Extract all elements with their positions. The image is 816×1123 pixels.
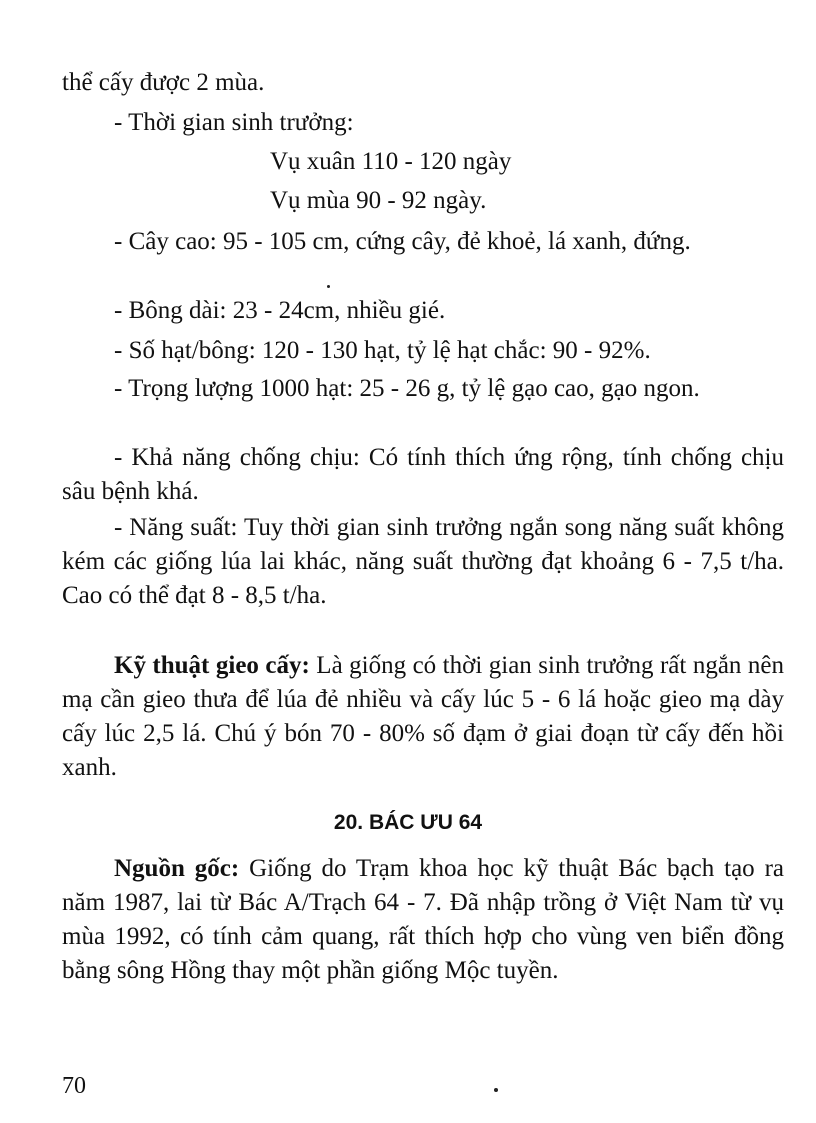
spring-season-duration: Vụ xuân 110 - 120 ngày [270,148,512,175]
planting-technique-label: Kỹ thuật gieo cấy: [114,652,310,679]
planting-technique-paragraph [62,649,784,785]
panicle-length-paragraph: - Bông dài: 23 - 24cm, nhiều gié. [114,297,446,324]
planting-technique-text: Là giống có thời gian sinh trưởng rất ngắn nên mạ cần gieo thưa để lúa đẻ nhiều và cấy lúc 5 - 6 lá hoặc gieo mạ dày cấy lúc 2,5 lá. Chú ý bón 70 - 80% số đạm ở giai đoạn từ cấy đến hồi xanh. [62,652,784,781]
origin-text: Giống do Trạm khoa học kỹ thuật Bác bạch tạo ra năm 1987, lai từ Bác A/Trạch 64 - 7. Đã nhập trồng ở Việt Nam từ vụ mùa 1992, có tính cảm quang, rất thích hợp cho vùng ven biển đồng bằng sông Hồng thay một phần giống Mộc tuyền. [62,855,784,984]
yield-paragraph: - Năng suất: Tuy thời gian sinh trưởng ngắn song năng suất không kém các giống lúa lai khác, năng suất thường đạt khoảng 6 - 7,5 t/ha. Cao có thể đạt 8 - 8,5 t/ha. [62,514,784,609]
plant-height-paragraph: - Cây cao: 95 - 105 cm, cứng cây, đẻ khoẻ, lá xanh, đứng. [114,228,691,255]
grain-weight-paragraph: - Trọng lượng 1000 hạt: 25 - 26 g, tỷ lệ gạo cao, gạo ngon. [114,375,700,402]
page-number: 70 [62,1073,86,1099]
grains-per-panicle-paragraph: - Số hạt/bông: 120 - 130 hạt, tỷ lệ hạt chắc: 90 - 92%. [114,337,651,364]
scan-speck [494,1088,498,1092]
origin-label: Nguồn gốc: [114,855,240,882]
resistance-paragraph: - Khả năng chống chịu: Có tính thích ứng rộng, tính chống chịu sâu bệnh khá. [62,444,784,505]
section-heading: 20. BÁC ƯU 64 [333,811,483,834]
origin-paragraph [62,852,784,988]
scan-speck [327,285,330,288]
growth-time-label: - Thời gian sinh trưởng: [114,109,354,136]
paragraph-continuation: thể cấy được 2 mùa. [62,69,265,96]
summer-season-duration: Vụ mùa 90 - 92 ngày. [270,187,487,214]
